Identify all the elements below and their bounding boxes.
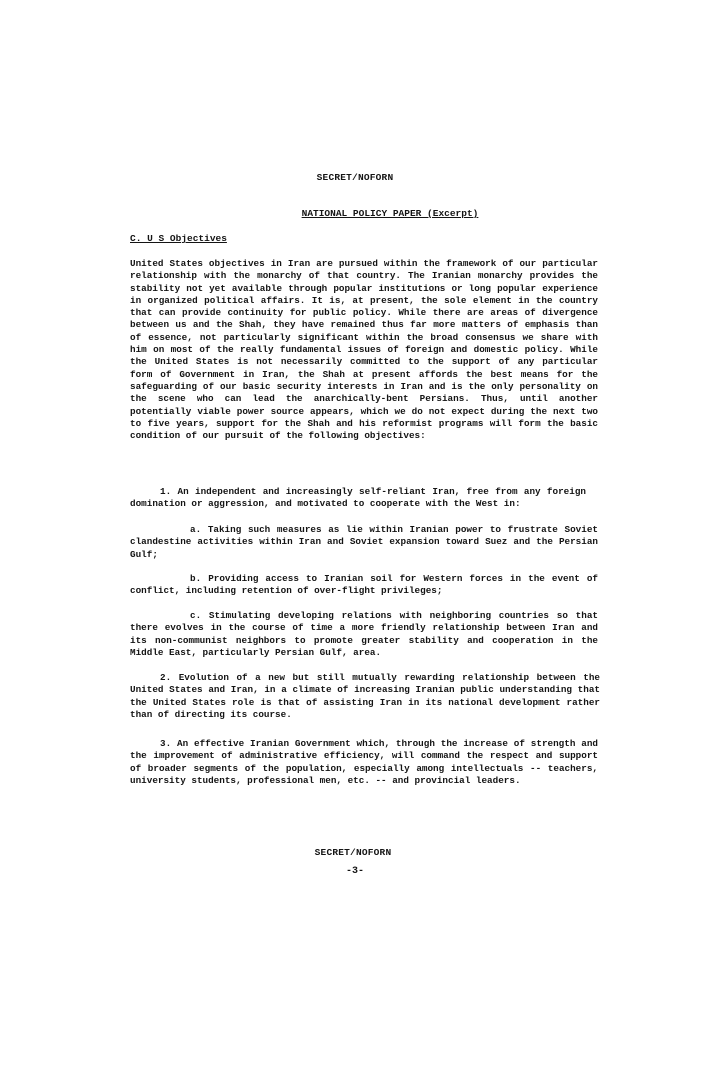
objective-1a-paragraph: a. Taking such measures as lie within Iranian power to frustrate Soviet clandestine activities within Iran and Soviet expansion toward Suez and the Persian Gulf; bbox=[130, 524, 598, 560]
classification-marking-top: SECRET/NOFORN bbox=[316, 172, 394, 183]
objective-1-paragraph: 1. An independent and increasingly self-reliant Iran, free from any foreign domination or aggression, and motivated to cooperate with the West in: bbox=[130, 486, 586, 510]
objective-2-paragraph: 2. Evolution of a new but still mutually rewarding relationship between the United States and Iran, in a climate of increasing Iranian public understanding that the United States role is that of assisting Iran in its national development rather than of directing its course. bbox=[130, 672, 600, 720]
page-number: -3- bbox=[345, 866, 364, 877]
intro-paragraph: United States objectives in Iran are pursued within the framework of our particular relationship with the monarchy of that country. The Iranian monarchy provides the stability not yet available through popular institutions or long popular experience in organized political affairs. It is, at present, the sole element in the country that can provide continuity for public policy. While there are areas of divergence between us and the Shah, they have remained thus far more matters of emphasis than of essence, not particularly significant within the broad consensus we share with him on most of the really fundamental issues of foreign and domestic policy. While the United States is not necessarily committed to the support of any particular form of Government in Iran, the Shah at present affords the best means for the safeguarding of our basic security interests in Iran and is the only personality on the scene who can lead the anarchically-bent Persians. Thus, until another potentially viable power source appears, which we do not expect during the next two to five years, support for the Shah and his reformist programs will form the basic condition of our pursuit of the following objectives: bbox=[130, 258, 598, 442]
objective-3-paragraph: 3. An effective Iranian Government which, through the increase of strength and the improvement of administrative efficiency, will command the respect and support of broader segments of the population, especially among intellectuals -- teachers, university students, professional men, etc. -- and provincial leaders. bbox=[130, 738, 598, 786]
objective-1b-paragraph: b. Providing access to Iranian soil for Western forces in the event of conflict, including retention of over-flight privileges; bbox=[130, 573, 598, 597]
section-heading: C. U S Objectives bbox=[130, 233, 227, 244]
objective-1c-paragraph: c. Stimulating developing relations with neighboring countries so that there evolves in the course of time a more friendly relationship between Iran and its non-communist neighbors to promote greater stability and cooperation in the Middle East, particularly Persian Gulf, area. bbox=[130, 610, 598, 658]
document-title: NATIONAL POLICY PAPER (Excerpt) bbox=[301, 208, 479, 219]
classification-marking-bottom: SECRET/NOFORN bbox=[314, 847, 392, 858]
